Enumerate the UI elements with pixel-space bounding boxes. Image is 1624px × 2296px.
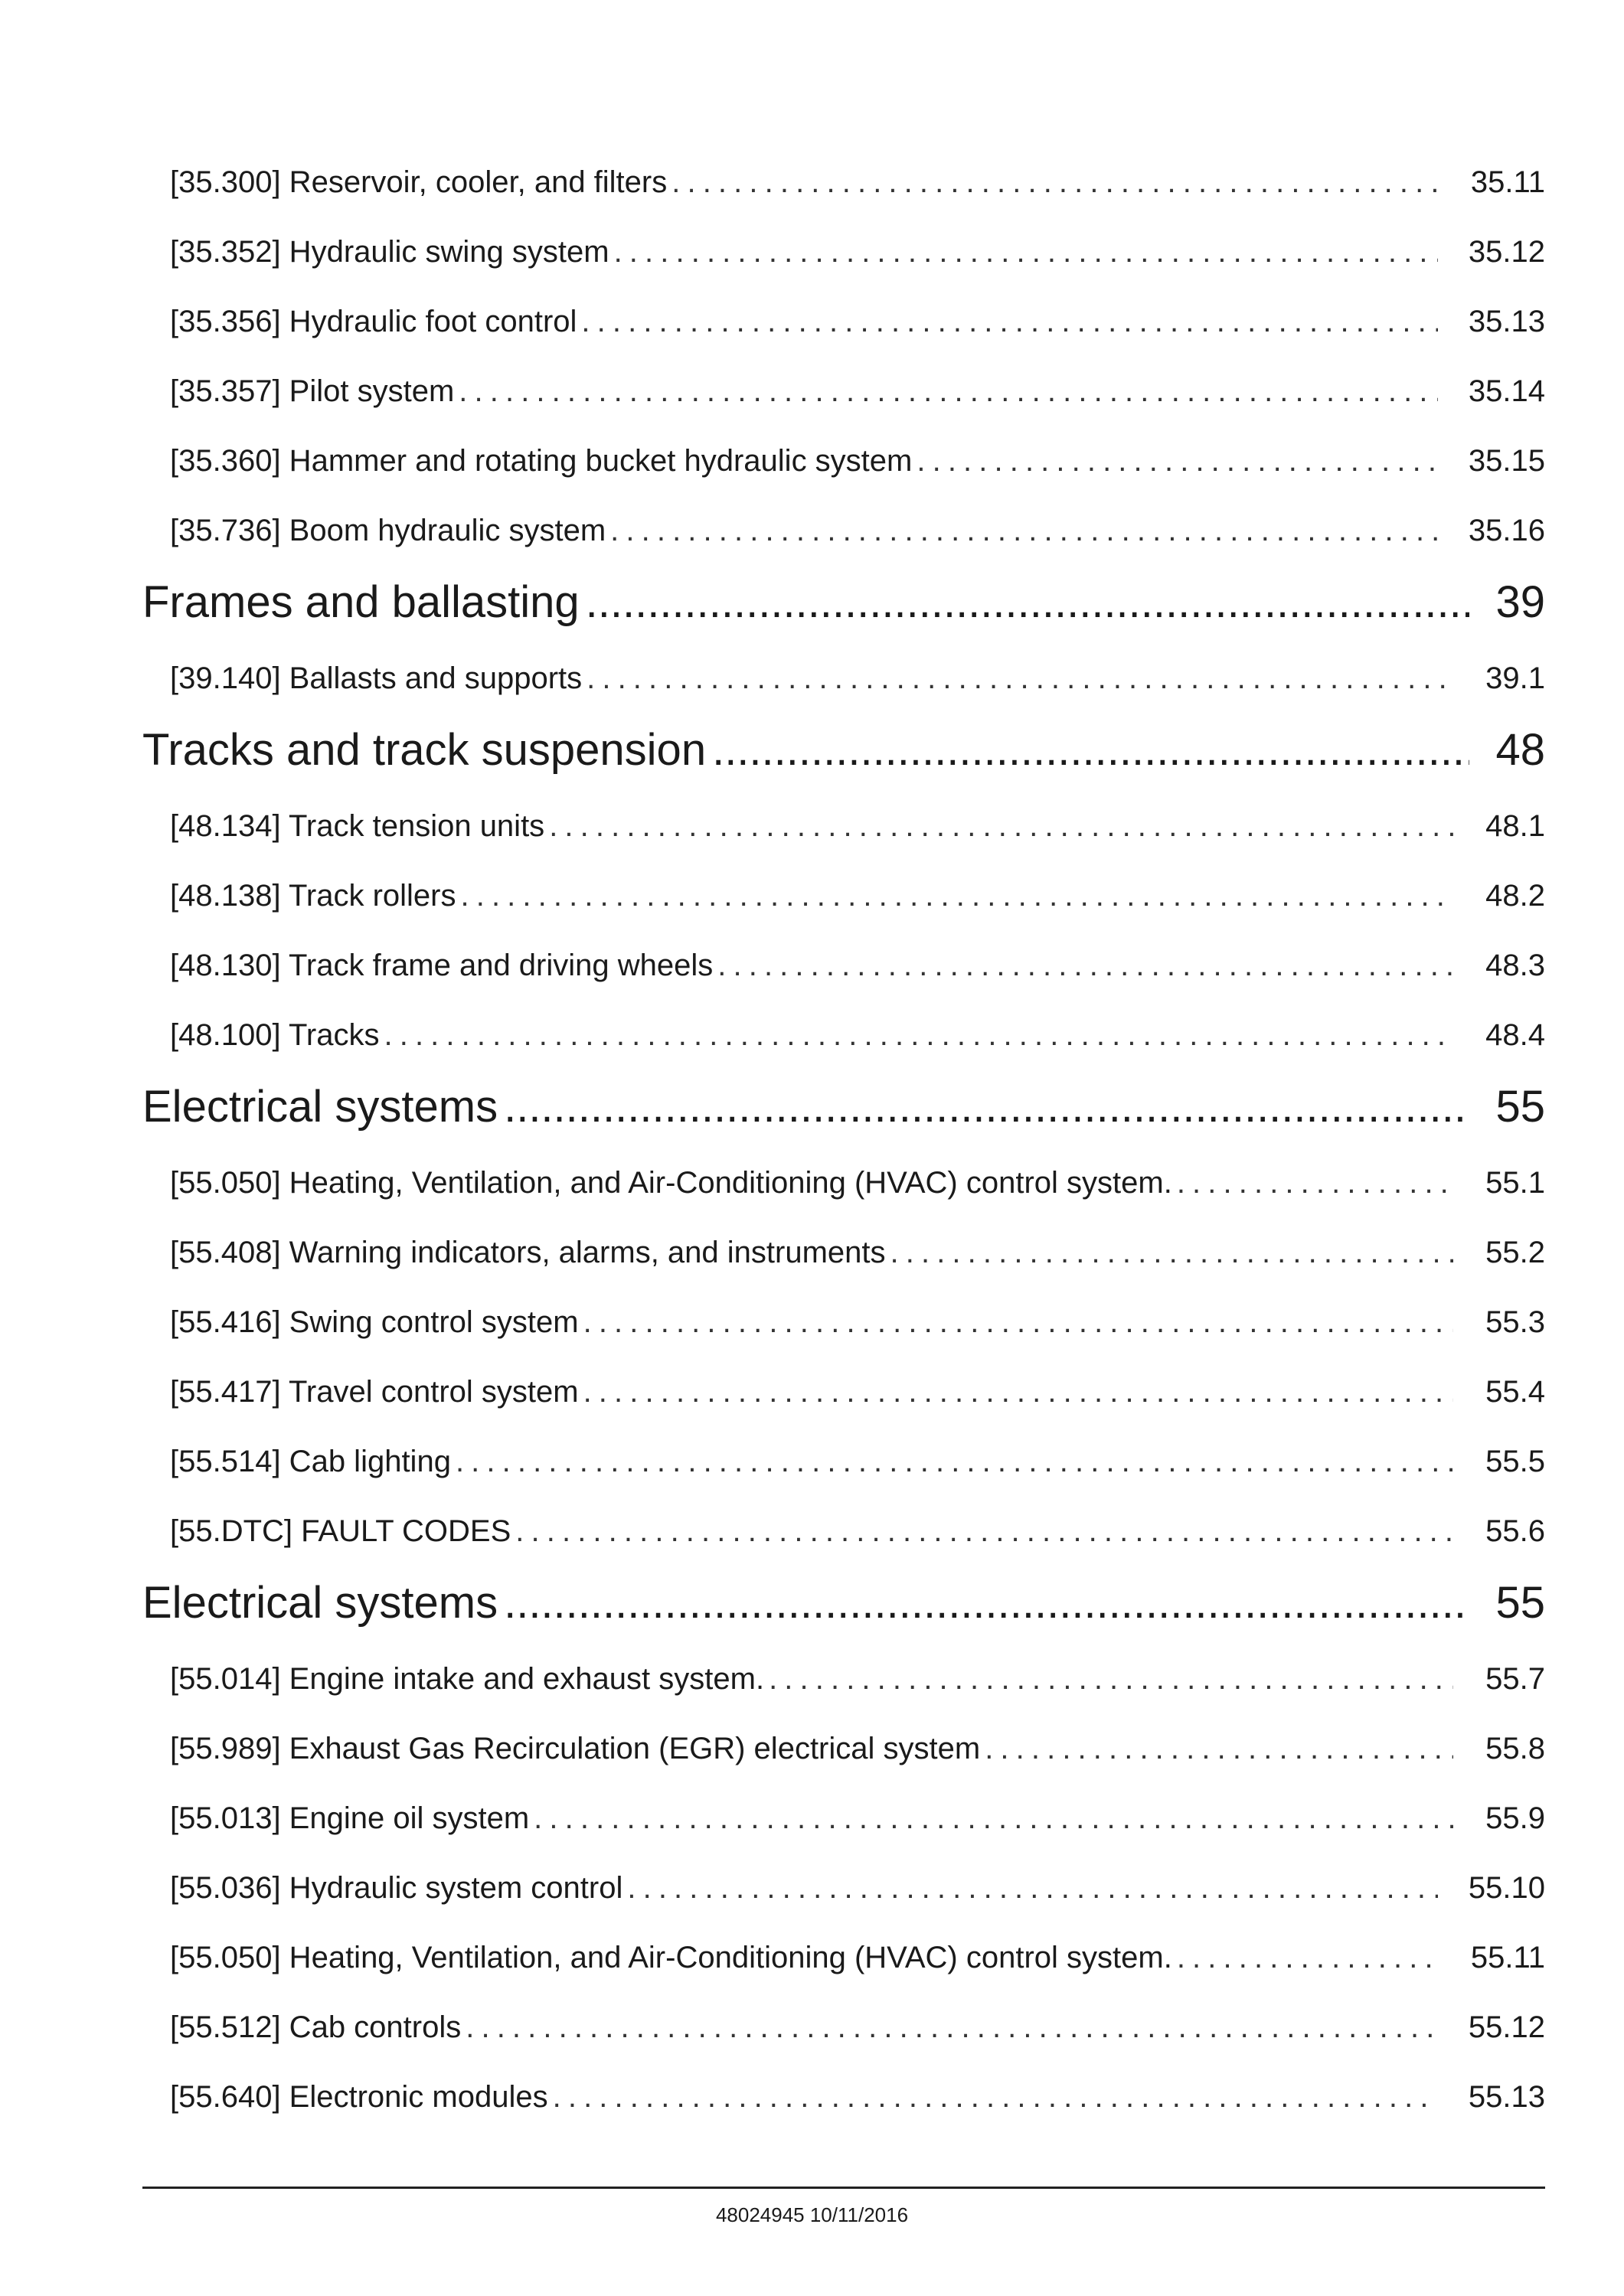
toc-entry[interactable] <box>142 237 1545 306</box>
toc-section-heading[interactable] <box>142 725 1545 808</box>
toc-entry-page-number: 48.1 <box>1485 809 1545 843</box>
toc-entry-page-number: 35.16 <box>1468 514 1545 547</box>
toc-section-heading[interactable] <box>142 577 1545 660</box>
dot-leader <box>583 1307 1453 1337</box>
toc-entry-title: Electrical systems <box>142 1082 498 1132</box>
toc-entry-title: [55.014] Engine intake and exhaust system. <box>170 1662 765 1696</box>
toc-entry-page-number: 55.12 <box>1468 2010 1545 2044</box>
toc-entry-page-number: 35.14 <box>1468 374 1545 408</box>
dot-leader <box>712 728 1469 772</box>
toc-entry[interactable] <box>142 446 1545 515</box>
dot-leader <box>627 1873 1438 1903</box>
toc-entry[interactable] <box>142 950 1545 1020</box>
footer-divider <box>142 2187 1545 2189</box>
toc-entry-page-number: 48 <box>1495 725 1545 775</box>
toc-entry-title: [55.408] Warning indicators, alarms, and instruments <box>170 1236 886 1269</box>
dot-leader <box>610 515 1438 546</box>
toc-entry[interactable] <box>142 167 1545 237</box>
toc-entry[interactable] <box>142 2012 1545 2082</box>
dot-leader <box>614 237 1438 267</box>
toc-entry[interactable] <box>142 1446 1545 1516</box>
dot-leader <box>671 167 1438 198</box>
dot-leader <box>534 1803 1453 1834</box>
dot-leader <box>769 1664 1453 1694</box>
toc-entry-page-number: 55.10 <box>1468 1871 1545 1905</box>
toc-entry[interactable] <box>142 1733 1545 1803</box>
toc-entry[interactable] <box>142 1516 1545 1586</box>
toc-entry-page-number: 39 <box>1495 577 1545 627</box>
toc-entry-page-number: 55.5 <box>1485 1445 1545 1478</box>
toc-entry[interactable] <box>142 376 1545 446</box>
toc-entry-page-number: 48.3 <box>1485 949 1545 982</box>
dot-leader <box>384 1020 1453 1050</box>
toc-entry-page-number: 35.15 <box>1468 444 1545 478</box>
toc-entry[interactable] <box>142 1377 1545 1446</box>
toc-entry-title: [35.360] Hammer and rotating bucket hydraulic system <box>170 444 913 478</box>
toc-entry-page-number: 35.13 <box>1468 305 1545 338</box>
toc-entry-page-number: 39.1 <box>1485 661 1545 695</box>
toc-entry[interactable] <box>142 2082 1545 2151</box>
toc-entry[interactable] <box>142 1803 1545 1873</box>
toc-entry-page-number: 55 <box>1495 1082 1545 1132</box>
toc-entry[interactable] <box>142 811 1545 880</box>
toc-entry-page-number: 55.2 <box>1485 1236 1545 1269</box>
toc-entry-title: [48.134] Track tension units <box>170 809 545 843</box>
toc-entry-page-number: 55.7 <box>1485 1662 1545 1696</box>
dot-leader <box>549 811 1453 841</box>
toc-entry[interactable] <box>142 1664 1545 1733</box>
dot-leader <box>504 1581 1469 1625</box>
dot-leader <box>456 1446 1453 1477</box>
dot-leader <box>459 376 1438 407</box>
toc-entry-page-number: 55.3 <box>1485 1305 1545 1339</box>
dot-leader <box>553 2082 1438 2112</box>
dot-leader <box>890 1237 1453 1268</box>
toc-entry-title: [55.DTC] FAULT CODES <box>170 1514 511 1548</box>
toc-entry-title: [55.989] Exhaust Gas Recirculation (EGR) electrical system <box>170 1732 981 1765</box>
toc-entry[interactable] <box>142 663 1545 733</box>
toc-entry-title: [35.356] Hydraulic foot control <box>170 305 577 338</box>
dot-leader <box>466 2012 1438 2043</box>
dot-leader <box>581 306 1438 337</box>
toc-entry-page-number: 55.11 <box>1470 1941 1545 1974</box>
dot-leader <box>504 1085 1469 1129</box>
toc-entry[interactable] <box>142 1942 1545 2012</box>
toc-entry-title: [55.640] Electronic modules <box>170 2080 548 2114</box>
toc-entry-page-number: 55.1 <box>1485 1166 1545 1200</box>
toc-entry-title: [55.512] Cab controls <box>170 2010 462 2044</box>
dot-leader <box>586 580 1470 625</box>
toc-section-heading[interactable] <box>142 1578 1545 1661</box>
dot-leader <box>1177 1168 1453 1198</box>
toc-entry-title: [48.130] Track frame and driving wheels <box>170 949 714 982</box>
toc-entry-title: Frames and ballasting <box>142 577 580 627</box>
toc-entry-page-number: 55.8 <box>1485 1732 1545 1765</box>
toc-entry[interactable] <box>142 306 1545 376</box>
toc-entry-title: [55.050] Heating, Ventilation, and Air-Conditioning (HVAC) control system. <box>170 1166 1172 1200</box>
dot-leader <box>717 950 1453 981</box>
toc-entry-page-number: 55 <box>1495 1578 1545 1628</box>
toc-entry-title: [55.050] Heating, Ventilation, and Air-Conditioning (HVAC) control system. <box>170 1941 1172 1974</box>
toc-section-heading[interactable] <box>142 1082 1545 1164</box>
toc-entry[interactable] <box>142 880 1545 950</box>
footer-document-id: 48024945 10/11/2016 <box>715 2203 909 2226</box>
toc-entry-title: [39.140] Ballasts and supports <box>170 661 583 695</box>
toc-entry[interactable] <box>142 1237 1545 1307</box>
dot-leader <box>583 1377 1453 1407</box>
toc-entry-title: [35.352] Hydraulic swing system <box>170 235 609 269</box>
toc-entry-page-number: 35.12 <box>1468 235 1545 269</box>
dot-leader <box>917 446 1438 476</box>
toc-entry[interactable] <box>142 1020 1545 1089</box>
toc-entry-title: Tracks and track suspension <box>142 725 707 775</box>
toc-entry-page-number: 35.11 <box>1470 165 1545 199</box>
dot-leader <box>1177 1942 1438 1973</box>
toc-entry-title: [55.416] Swing control system <box>170 1305 579 1339</box>
toc-entry-page-number: 55.6 <box>1485 1514 1545 1548</box>
toc-entry-title: [48.138] Track rollers <box>170 879 456 913</box>
toc-entry-page-number: 55.13 <box>1468 2080 1545 2114</box>
dot-leader <box>985 1733 1453 1764</box>
dot-leader <box>515 1516 1453 1546</box>
toc-entry[interactable] <box>142 1168 1545 1237</box>
toc-entry-title: [55.036] Hydraulic system control <box>170 1871 623 1905</box>
toc-entry-title: [35.736] Boom hydraulic system <box>170 514 606 547</box>
dot-leader <box>461 880 1454 911</box>
toc-entry-page-number: 48.4 <box>1485 1018 1545 1052</box>
toc-entry-title: [55.013] Engine oil system <box>170 1801 530 1835</box>
toc-entry-title: [35.357] Pilot system <box>170 374 455 408</box>
toc-entry-title: [55.514] Cab lighting <box>170 1445 451 1478</box>
toc-entry-title: Electrical systems <box>142 1578 498 1628</box>
dot-leader <box>587 663 1453 694</box>
table-of-contents <box>142 167 1545 2151</box>
toc-entry-title: [55.417] Travel control system <box>170 1375 579 1409</box>
toc-entry-page-number: 55.9 <box>1485 1801 1545 1835</box>
toc-entry-title: [35.300] Reservoir, cooler, and filters <box>170 165 668 199</box>
toc-entry[interactable] <box>142 515 1545 585</box>
toc-entry-page-number: 55.4 <box>1485 1375 1545 1409</box>
toc-entry[interactable] <box>142 1307 1545 1377</box>
toc-entry-title: [48.100] Tracks <box>170 1018 380 1052</box>
toc-entry[interactable] <box>142 1873 1545 1942</box>
toc-entry-page-number: 48.2 <box>1485 879 1545 913</box>
